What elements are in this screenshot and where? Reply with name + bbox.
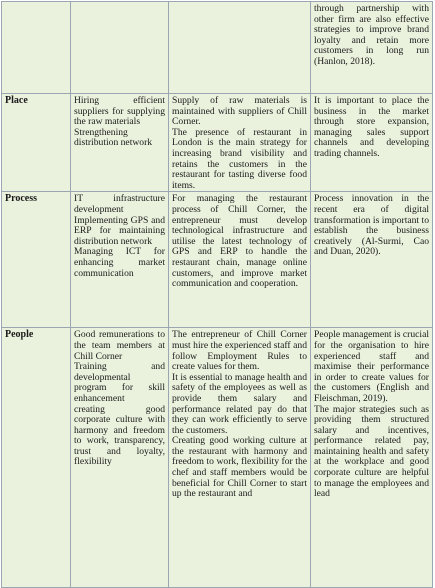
cell-paragraph: The entrepreneur of Chill Corner must hire the experienced staff and follow Employment Rules to create values for them. <box>172 329 307 373</box>
table-row <box>2 328 433 588</box>
row-label: Process <box>2 192 71 328</box>
description-cell <box>169 328 311 588</box>
cell-paragraph: IT infrastructure development <box>74 193 165 215</box>
table-row <box>2 2 433 94</box>
cell-paragraph: Good remunerations to the team members at Chill Corner <box>74 329 165 362</box>
row-label: Place <box>2 94 71 192</box>
cell-paragraph: Hiring efficient suppliers for supplying the raw materials <box>74 95 165 128</box>
justification-cell <box>311 192 433 328</box>
justification-cell <box>311 94 433 192</box>
cell-paragraph: Process innovation in the recent era of digital transformation is important to establish the business creatively (Al-Surmi, Cao and Duan, 2020). <box>314 193 429 258</box>
cell-paragraph: It is essential to manage health and safety of the employees as well as provide them salary and performance related pay do that they can work efficiently to serve the customers. <box>172 371 307 436</box>
cell-paragraph: Training and developmental program for skill enhancement <box>74 361 165 404</box>
row-label <box>2 2 71 94</box>
strategy-cell <box>71 192 169 328</box>
table-row <box>2 94 433 192</box>
cell-paragraph: through partnership with other firm are also effective strategies to improve brand loyalty and retain more customers in long run (Hanlon, 2018). <box>314 3 429 67</box>
description-cell <box>169 94 311 192</box>
table-row <box>2 192 433 328</box>
cell-paragraph: Creating good working culture at the restaurant with harmony and freedom to work, flexibility for the chef and staff members would be beneficial for Chill Corner to start up the restaurant and <box>172 435 307 500</box>
cell-paragraph: Supply of raw materials is maintained with suppliers of Chill Corner. <box>172 95 307 128</box>
cell-paragraph: For managing the restaurant process of Chill Corner, the entrepreneur must develop technological infrastructure and utilise the latest technology of GPS and ERP to handle the restaurant chain, manage online customers, and improve market communication and cooperation. <box>172 193 307 290</box>
strategy-cell <box>71 328 169 588</box>
cell-paragraph: Implementing GPS and ERP for maintaining distribution network <box>74 214 165 247</box>
justification-cell <box>311 328 433 588</box>
row-label: People <box>2 328 71 588</box>
description-cell <box>169 192 311 328</box>
strategy-cell <box>71 94 169 192</box>
cell-paragraph: The presence of restaurant in London is the main strategy for increasing brand visibility and retains the customers in the restaurant for tasting diverse food items. <box>172 126 307 191</box>
cell-paragraph: People management is crucial for the organisation to hire experienced staff and maximise their performance in order to create values for the customers (English and Fleischman, 2019). <box>314 329 429 404</box>
marketing-mix-table <box>1 1 433 588</box>
description-cell <box>169 2 311 94</box>
cell-paragraph: Strengthening distribution network <box>74 126 153 149</box>
cell-paragraph: creating good corporate culture with harmony and freedom to work, transparency, trust and loyalty, flexibility <box>74 403 165 468</box>
cell-paragraph: The major strategies such as providing them structured salary and incentives, performance related pay, maintaining health and safety at the workplace and good corporate culture are helpful to manage the employees and lead <box>314 403 429 500</box>
cell-paragraph: It is important to place the business in the market through store expansion, managing sales support channels and developing trading channels. <box>314 95 429 159</box>
cell-paragraph: Managing ICT for enhancing market communication <box>74 246 165 279</box>
strategy-cell <box>71 2 169 94</box>
justification-cell <box>311 2 433 94</box>
